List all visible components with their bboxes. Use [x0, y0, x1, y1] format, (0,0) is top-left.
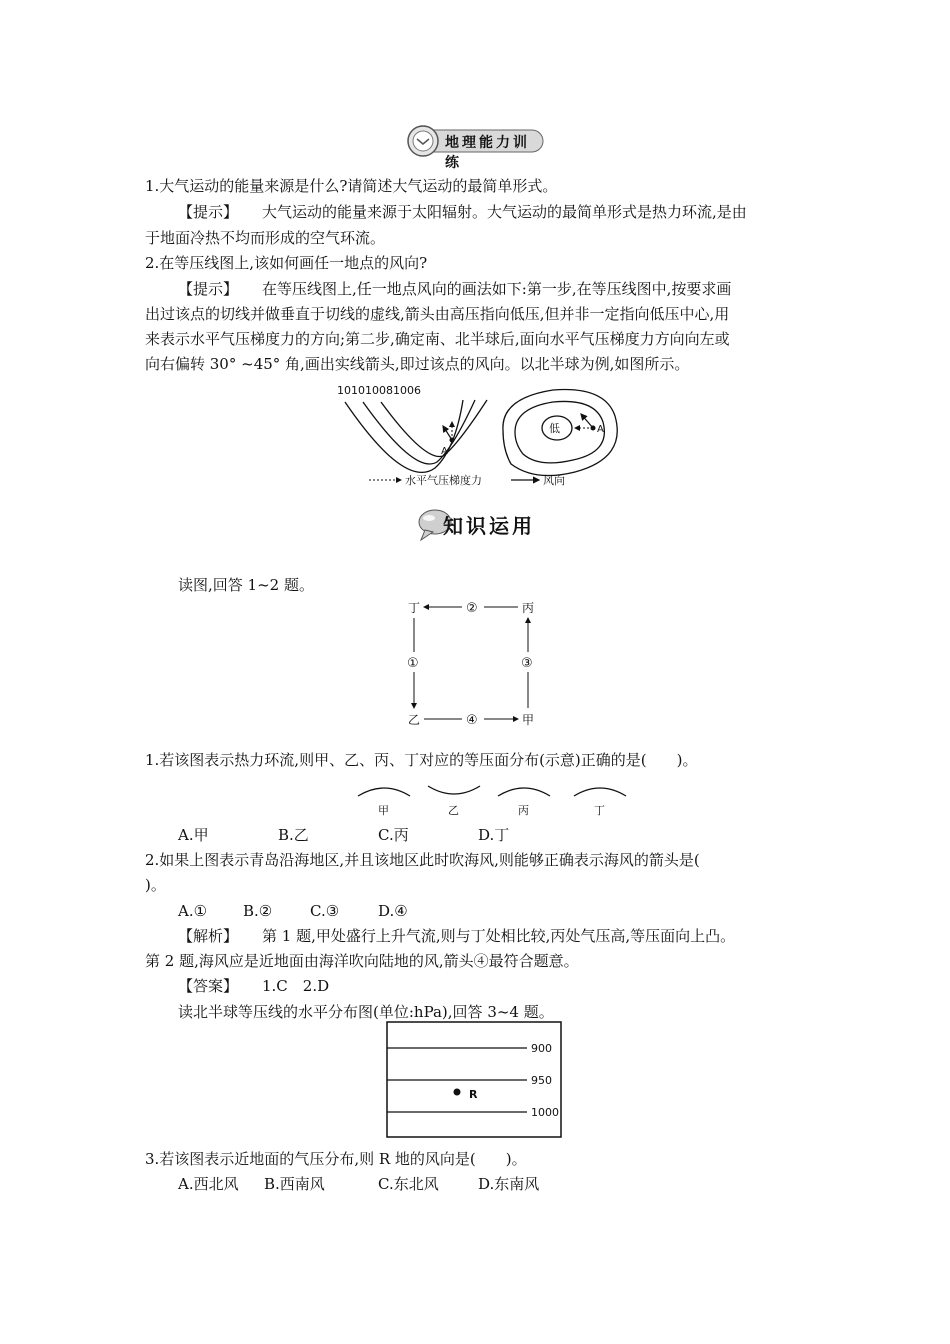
option-figure-label: 丙 — [518, 804, 529, 817]
analysis-text: 第 2 题,海风应是近地面由海洋吹向陆地的风,箭头④最符合题意。 — [145, 952, 579, 970]
choice-option: D.丁 — [478, 826, 510, 844]
hint-text: 来表示水平气压梯度力的方向;第二步,确定南、北半球后,面向水平气压梯度力方向向左或 — [145, 330, 730, 348]
isobar-label: 1008 — [365, 384, 393, 397]
arrow-label: ① — [407, 656, 419, 671]
option-figure-label: 丁 — [594, 804, 605, 817]
option-figure-label: 乙 — [448, 804, 459, 817]
hint-label: 【提示】 — [178, 203, 239, 221]
isobar-label: 900 — [531, 1042, 552, 1055]
arrow-label: ③ — [521, 656, 533, 671]
corner-label: 丁 — [408, 601, 421, 615]
isobar-label: 950 — [531, 1074, 552, 1087]
isobar-1010 — [345, 400, 463, 472]
section-heading-ability — [405, 124, 545, 171]
isobar-label: 1006 — [393, 384, 421, 397]
isobaric-surface-options — [350, 778, 640, 820]
point-label: A — [441, 446, 448, 457]
surface-bing — [498, 788, 550, 796]
section-title: 知识运用 — [443, 514, 535, 538]
choice-option: A.西北风 — [178, 1175, 239, 1193]
hint-text: 在等压线图上,任一地点风向的画法如下:第一步,在等压线图中,按要求画 — [262, 280, 732, 298]
choice-option: D.东南风 — [478, 1175, 540, 1193]
choice-option: A.甲 — [178, 826, 209, 844]
option-figure-label: 甲 — [378, 804, 389, 817]
choice-option: B.乙 — [278, 826, 309, 844]
wind-arrow — [581, 414, 593, 428]
reading-prompt: 读北半球等压线的水平分布图(单位:hPa),回答 3~4 题。 — [178, 1003, 554, 1021]
hint-text: 出过该点的切线并做垂直于切线的虚线,箭头由高压指向低压,但并非一定指向低压中心,用 — [145, 305, 730, 323]
arrow-label: ④ — [466, 713, 478, 728]
low-center-label: 低 — [549, 422, 560, 435]
choice-option: B.西南风 — [264, 1175, 325, 1193]
wind-arrow — [443, 426, 452, 440]
knowledge-question-2: )。 — [145, 876, 166, 894]
choice-option: C.丙 — [378, 826, 409, 844]
point-r-dot — [454, 1089, 461, 1096]
isobar-label: 1010 — [337, 384, 365, 397]
choice-option: C.东北风 — [378, 1175, 439, 1193]
arrow-label: ② — [466, 601, 478, 616]
horizontal-isobar-diagram — [385, 1020, 565, 1140]
section-heading-knowledge — [415, 504, 555, 544]
isobar-label: 1000 — [531, 1106, 559, 1119]
section-title: 地理能力训练 — [445, 135, 530, 171]
surface-yi — [428, 786, 480, 794]
analysis-label: 【解析】 — [178, 927, 239, 945]
legend-wind-label: 风向 — [543, 474, 565, 487]
choice-option: A.① — [178, 902, 208, 920]
thermal-circulation-diagram — [400, 596, 545, 732]
isobar-1008 — [363, 400, 475, 464]
point-label: A — [597, 424, 604, 435]
knowledge-question-1: 1.若该图表示热力环流,则甲、乙、丙、丁对应的等压面分布(示意)正确的是( )。 — [145, 751, 698, 769]
corner-label: 甲 — [522, 713, 535, 727]
answer-text: 1.C 2.D — [262, 977, 330, 995]
question-1: 1.大气运动的能量来源是什么?请简述大气运动的最简单形式。 — [145, 177, 558, 195]
answer-label: 【答案】 — [178, 977, 239, 995]
point-label: R — [469, 1088, 478, 1101]
choice-option: D.④ — [378, 902, 408, 920]
knowledge-question-3: 3.若该图表示近地面的气压分布,则 R 地的风向是( )。 — [145, 1150, 527, 1168]
analysis-text: 第 1 题,甲处盛行上升气流,则与丁处相比较,丙处气压高,等压面向上凸。 — [262, 927, 736, 945]
surface-ding — [574, 788, 626, 796]
hint-text: 大气运动的能量来源于太阳辐射。大气运动的最简单形式是热力环流,是由 — [262, 203, 747, 221]
knowledge-question-2: 2.如果上图表示青岛沿海地区,并且该地区此时吹海风,则能够正确表示海风的箭头是( — [145, 851, 700, 869]
reading-prompt: 读图,回答 1~2 题。 — [178, 576, 314, 594]
legend-pgf-label: 水平气压梯度力 — [405, 474, 482, 487]
question-2: 2.在等压线图上,该如何画任一地点的风向? — [145, 254, 428, 272]
corner-label: 乙 — [408, 713, 421, 727]
hint-label: 【提示】 — [178, 280, 239, 298]
corner-label: 丙 — [522, 601, 535, 615]
choice-option: C.③ — [310, 902, 340, 920]
hint-text: 于地面冷热不均而形成的空气环流。 — [145, 229, 386, 247]
choice-option: B.② — [243, 902, 273, 920]
surface-jia — [358, 788, 410, 796]
isobar-wind-diagram — [335, 380, 635, 490]
hint-text: 向右偏转 30° ~45° 角,画出实线箭头,即过该点的风向。以北半球为例,如图所示。 — [145, 355, 690, 373]
